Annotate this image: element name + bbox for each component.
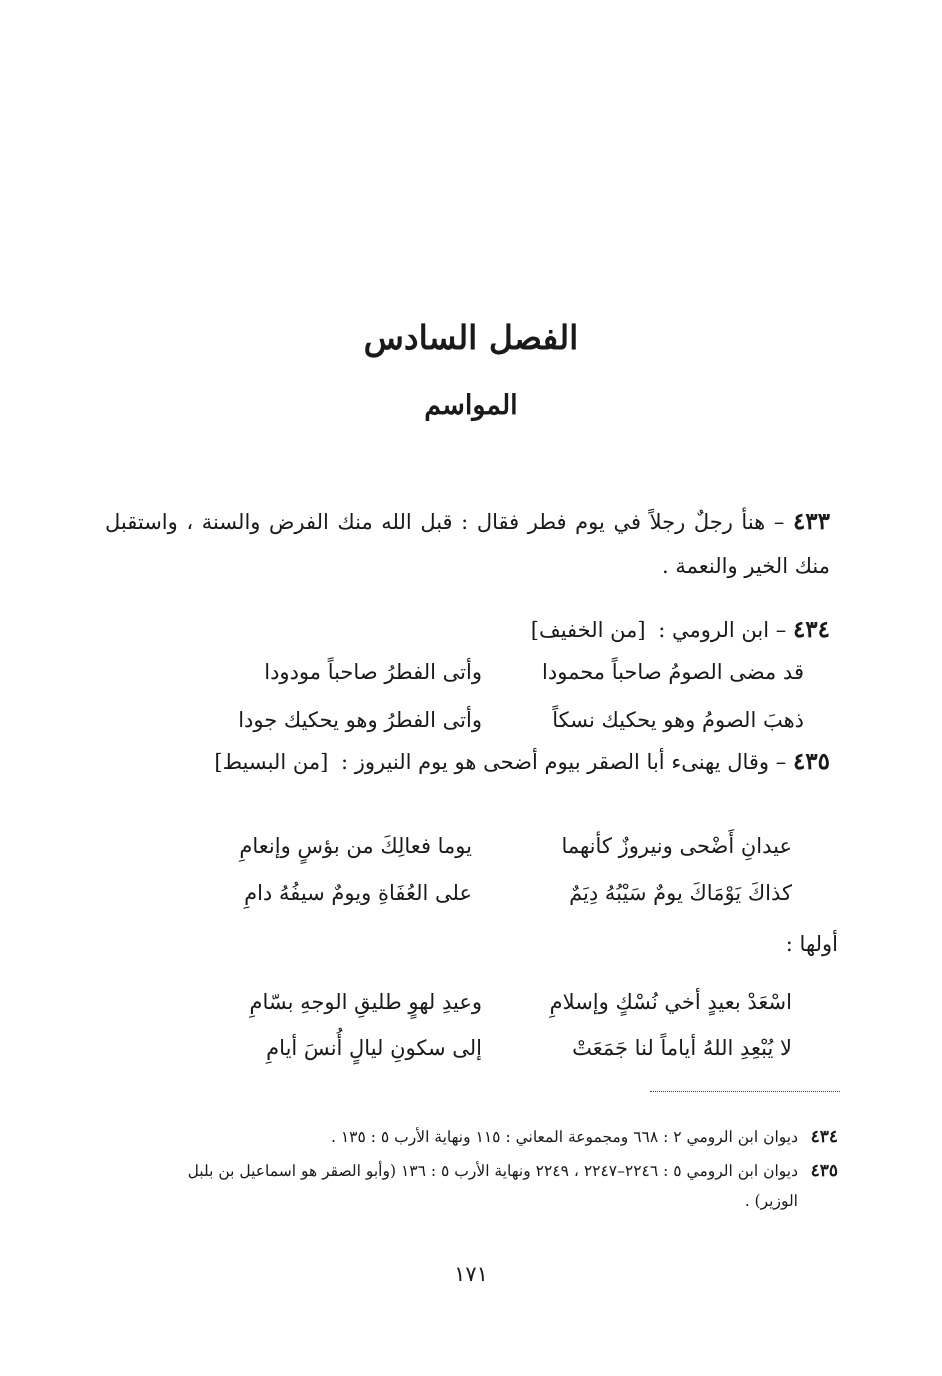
verse-second-hemistich: على العُفَاةِ ويومٌ سيفُهُ دامِ xyxy=(244,881,472,905)
entry-434 xyxy=(105,608,830,652)
entry-number: ٤٣٤ xyxy=(792,616,830,643)
footnote-text: ديوان ابن الرومي ٥ : ٢٢٤٦–٢٢٤٧ ، ٢٢٤٩ ونهاية الأرب ٥ : ١٣٦ (وأبو الصقر هو اسماعيل بن بلبل الوزير) . xyxy=(187,1162,798,1210)
verse-first-hemistich: ذهبَ الصومُ وهو يحكيك نسكاً xyxy=(552,708,804,732)
verse-first-hemistich: لا يُبْعِدِ اللهُ أياماً لنا جَمَعَتْ xyxy=(572,1036,792,1060)
footnote xyxy=(168,1156,838,1216)
footnote xyxy=(168,1122,838,1152)
footnote-separator xyxy=(650,1091,840,1092)
verse-line xyxy=(0,1028,942,1068)
verse-line xyxy=(0,826,942,866)
verse-first-hemistich: عيدانِ أَضْحى ونيروزٌ كأنهما xyxy=(561,834,792,858)
verse-line xyxy=(0,652,942,692)
entry-text: – هنأ رجلٌ رجلاً في يوم فطر فقال : قبل الله منك الفرض والسنة ، واستقبل منك الخير والنعمة . xyxy=(105,510,830,578)
entry-433 xyxy=(105,500,830,588)
verse-second-hemistich: وأتى الفطرُ صاحباً مودودا xyxy=(264,660,482,684)
page-number: ١٧١ xyxy=(454,1262,488,1286)
verse-first-hemistich: قد مضى الصومُ صاحباً محمودا xyxy=(542,660,804,684)
verse-second-hemistich: وعيدِ لهوٍ طليقِ الوجهِ بسّامِ xyxy=(249,990,482,1014)
verse-second-hemistich: إلى سكونِ ليالٍ أُنسَ أيامِ xyxy=(266,1036,482,1060)
verse-line xyxy=(0,982,942,1022)
verse-line xyxy=(0,873,942,913)
verse-first-hemistich: اسْعَدْ بعيدٍ أخي نُسْكٍ وإسلامِ xyxy=(549,990,792,1014)
verse-first-hemistich: كذاكَ يَوْمَاكَ يومٌ سَيْبُهُ دِيَمٌ xyxy=(569,881,792,905)
entry-435 xyxy=(105,740,830,784)
entry-text: – ابن الرومي : xyxy=(658,618,787,642)
meter-label: [من الخفيف] xyxy=(530,618,646,642)
footnote-text: ديوان ابن الرومي ٢ : ٦٦٨ ومجموعة المعاني : ١١٥ ونهاية الأرب ٥ : ١٣٥ . xyxy=(330,1128,798,1146)
entry-number: ٤٣٣ xyxy=(792,508,830,535)
entry-number: ٤٣٥ xyxy=(792,748,830,775)
chapter-subtitle: المواسم xyxy=(424,390,518,421)
meter-label: [من البسيط] xyxy=(214,750,329,774)
chapter-title: الفصل السادس xyxy=(363,318,579,357)
verse-second-hemistich: يوما فعالِكَ من بؤسٍ وإنعامِ xyxy=(239,834,472,858)
footnote-number: ٤٣٤ xyxy=(810,1127,838,1147)
verse-line xyxy=(0,700,942,740)
entry-text: – وقال يهنىء أبا الصقر بيوم أضحى هو يوم النيروز : xyxy=(340,750,787,774)
first-lines-label: أولها : xyxy=(785,932,838,956)
verse-second-hemistich: وأتى الفطرُ وهو يحكيك جودا xyxy=(238,708,482,732)
footnote-number: ٤٣٥ xyxy=(810,1161,838,1181)
